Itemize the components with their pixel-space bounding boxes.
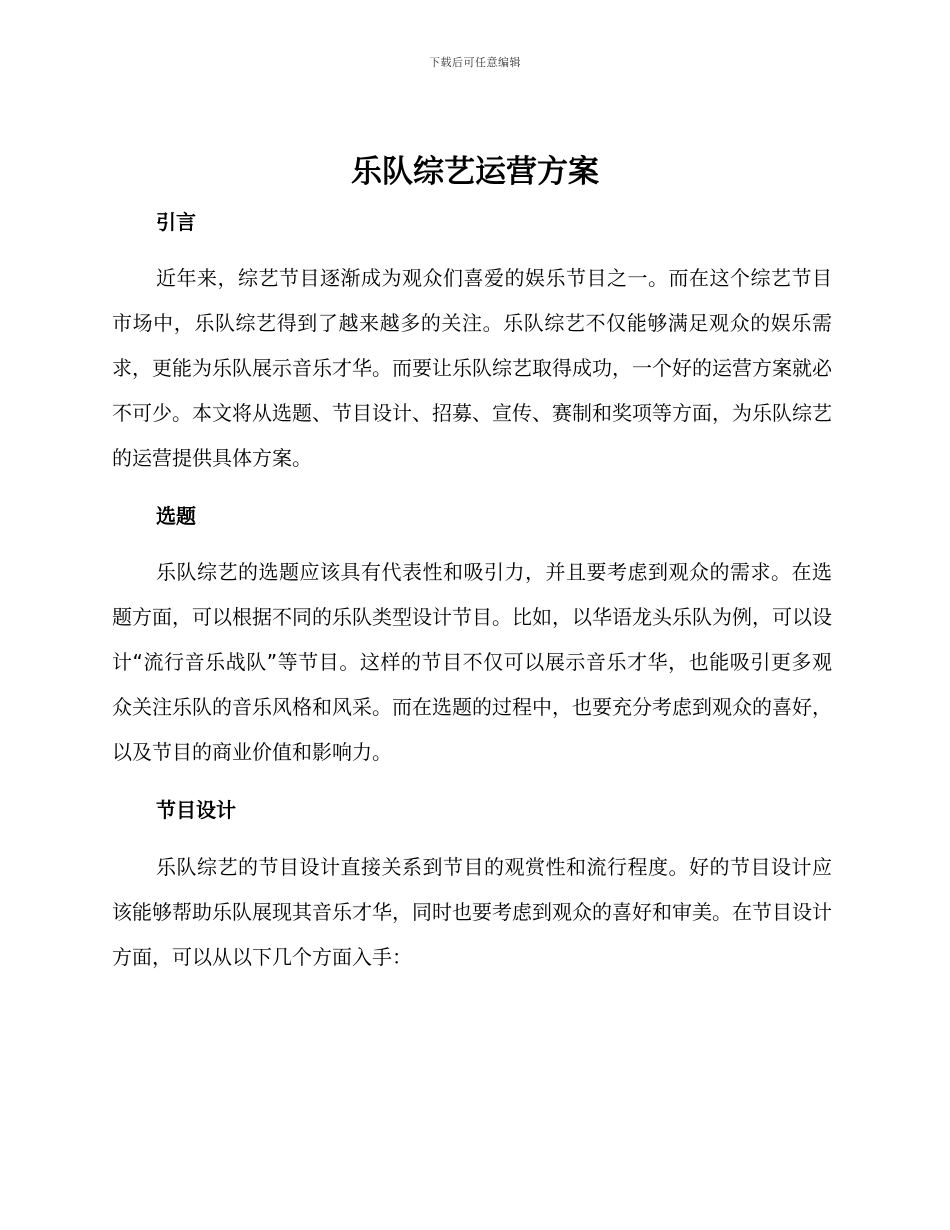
section-heading-introduction: 引言 (156, 210, 196, 234)
document-title: 乐队综艺运营方案 (351, 154, 599, 190)
section-heading-program-design: 节目设计 (156, 798, 236, 822)
section-body-topic-selection: 乐队综艺的选题应该具有代表性和吸引力，并且要考虑到观众的需求。在选题方面，可以根据不同的乐队类型设计节目。比如，以华语龙头乐队为例，可以设计“流行音乐战队”等节目。这样的节目不仅可以展示音乐才华，也能吸引更多观众关注乐队的音乐风格和风采。而在选题的过程中，也要充分考虑到观众的喜好，以及节目的商业价值和影响力。 (112, 560, 832, 764)
section-body-program-design: 乐队综艺的节目设计直接关系到节目的观赏性和流行程度。好的节目设计应该能够帮助乐队展现其音乐才华，同时也要考虑到观众的喜好和审美。在节目设计方面，可以从以下几个方面入手： (112, 855, 832, 969)
section-heading-topic-selection: 选题 (156, 504, 196, 528)
section-body-introduction: 近年来，综艺节目逐渐成为观众们喜爱的娱乐节目之一。而在这个综艺节目市场中，乐队综艺得到了越来越多的关注。乐队综艺不仅能够满足观众的娱乐需求，更能为乐队展示音乐才华。而要让乐队综艺取得成功，一个好的运营方案就必不可少。本文将从选题、节目设计、招募、宣传、赛制和奖项等方面，为乐队综艺的运营提供具体方案。 (112, 266, 832, 470)
header-note: 下载后可任意编辑 (429, 56, 521, 69)
